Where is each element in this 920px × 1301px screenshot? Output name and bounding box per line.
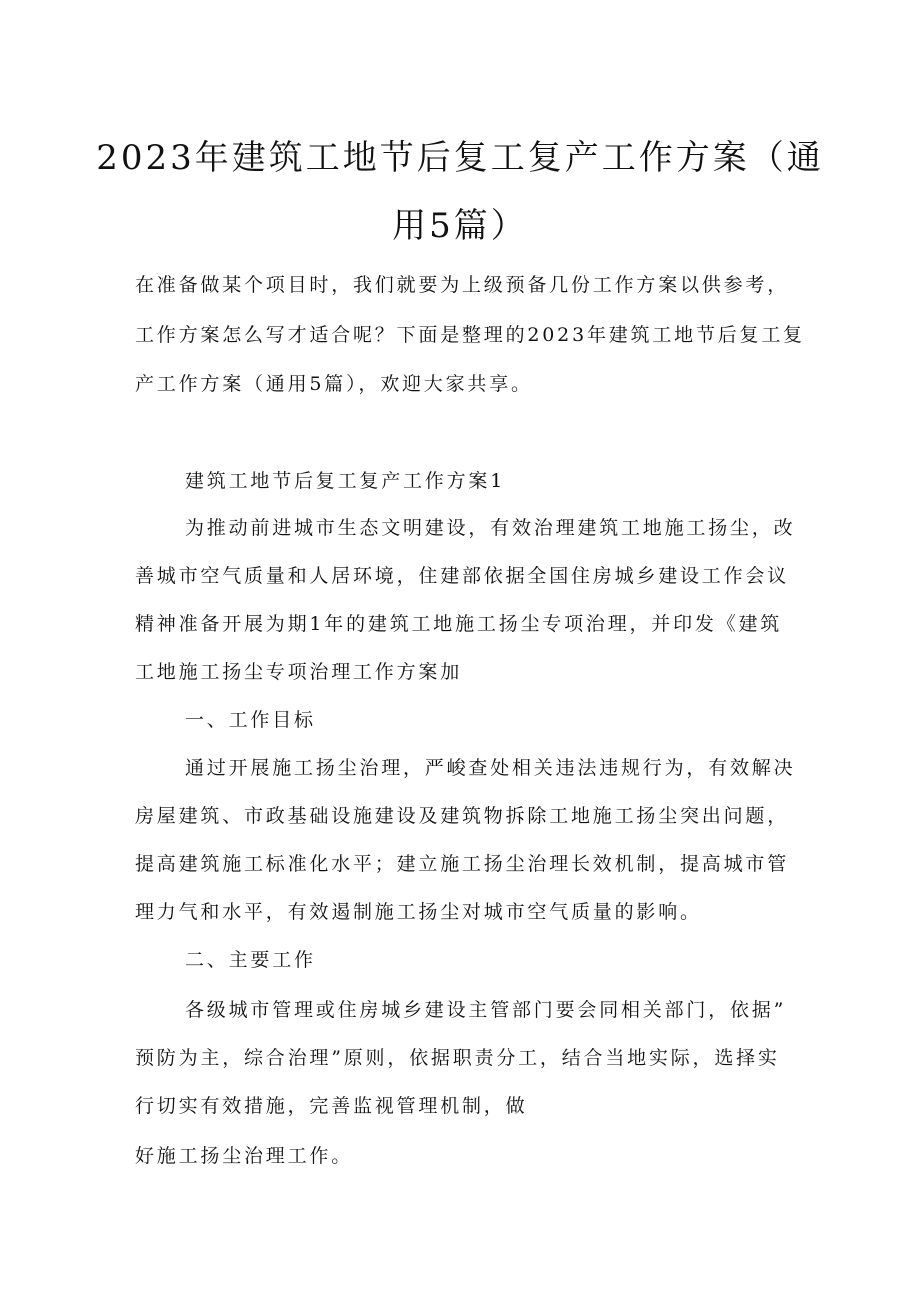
para2-line-1: 通过开展施工扬尘治理，严峻查处相关违法违规行为，有效解决 bbox=[185, 757, 796, 779]
para2-line-3: 提高建筑施工标准化水平；建立施工扬尘治理长效机制，提高城市管 bbox=[135, 853, 790, 875]
heading-work-goal: 一、工作目标 bbox=[185, 709, 316, 731]
para1-line-3: 精神准备开展为期1年的建筑工地施工扬尘专项治理，并印发《建筑 bbox=[135, 613, 783, 635]
para1-line-2: 善城市空气质量和人居环境，住建部依据全国住房城乡建设工作会议 bbox=[135, 565, 790, 587]
para1-line-1: 为推动前进城市生态文明建设，有效治理建筑工地施工扬尘，改 bbox=[185, 517, 796, 539]
document-title-line-1: 2023年建筑工地节后复工复产工作方案（通 bbox=[96, 138, 824, 178]
intro-line-3: 产工作方案（通用5篇），欢迎大家共享。 bbox=[135, 373, 533, 395]
document-title-line-2: 用5篇） bbox=[392, 206, 528, 246]
para1-line-4: 工地施工扬尘专项治理工作方案加 bbox=[135, 661, 463, 683]
intro-line-2: 工作方案怎么写才适合呢？下面是整理的2023年建筑工地节后复工复 bbox=[135, 324, 805, 346]
heading-main-work: 二、主要工作 bbox=[185, 949, 316, 971]
para3-line-1: 各级城市管理或住房城乡建设主管部门要会同相关部门，依据” bbox=[185, 999, 787, 1021]
para2-line-2: 房屋建筑、市政基础设施建设及建筑物拆除工地施工扬尘突出问题， bbox=[135, 805, 790, 827]
section-heading: 建筑工地节后复工复产工作方案1 bbox=[185, 470, 506, 492]
para3-line-4: 好施工扬尘治理工作。 bbox=[135, 1145, 354, 1167]
para3-line-2: 预防为主，综合治理”原则，依据职责分工，结合当地实际，选择实 bbox=[135, 1047, 780, 1069]
para3-line-3: 行切实有效措施，完善监视管理机制，做 bbox=[135, 1095, 528, 1117]
intro-line-1: 在准备做某个项目时，我们就要为上级预备几份工作方案以供参考， bbox=[135, 274, 790, 296]
para2-line-4: 理力气和水平，有效遏制施工扬尘对城市空气质量的影响。 bbox=[135, 901, 702, 923]
